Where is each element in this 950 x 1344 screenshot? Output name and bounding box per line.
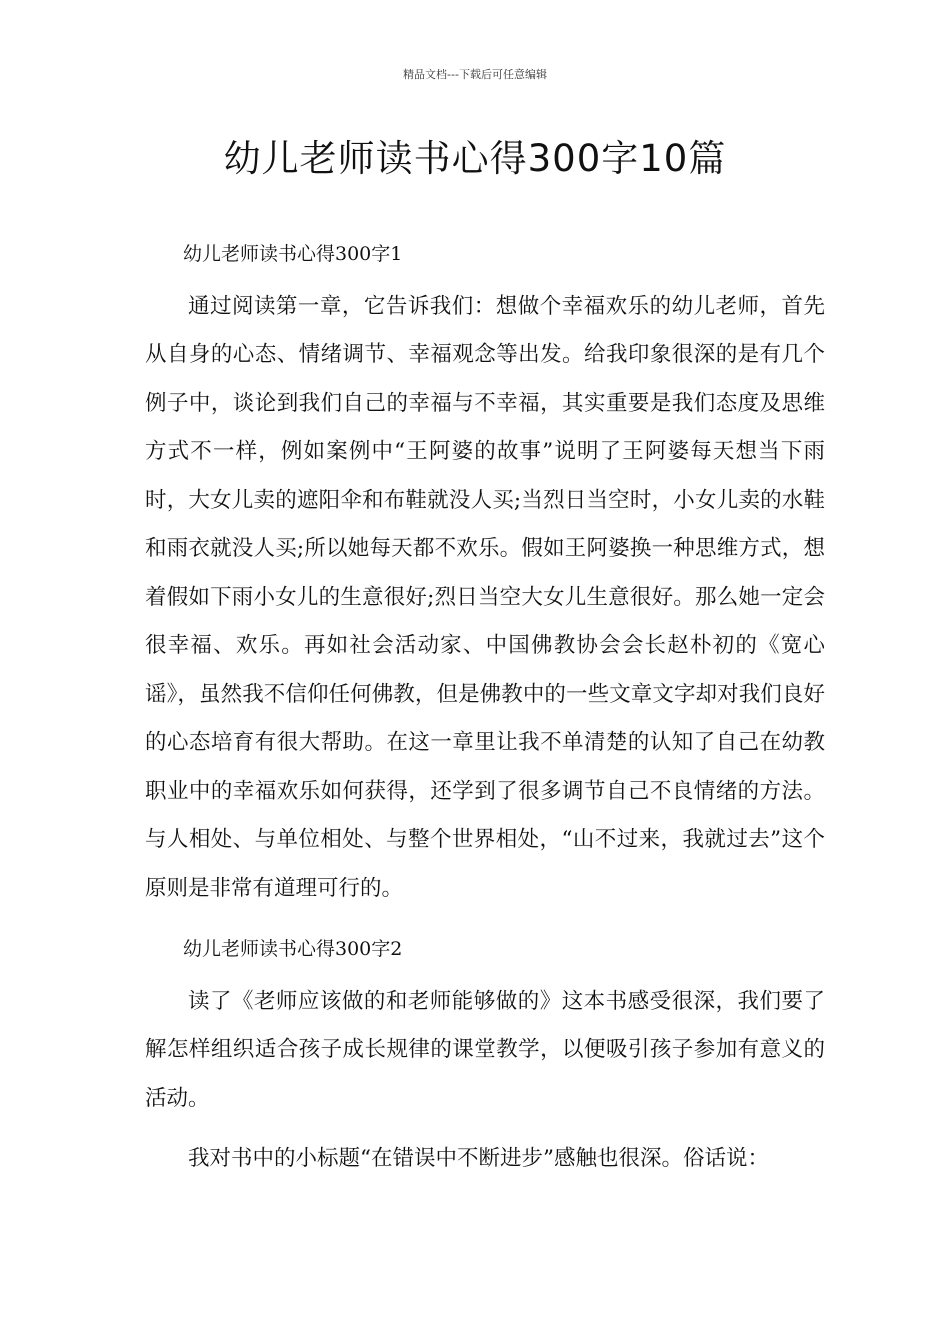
document-title: 幼儿老师读书心得300字10篇 (223, 137, 727, 180)
header-note: 精品文档---下载后可任意编辑 (403, 68, 547, 81)
section-heading-2: 幼儿老师读书心得300字2 (183, 938, 403, 960)
section-heading-1: 幼儿老师读书心得300字1 (183, 243, 403, 265)
section-2-paragraph-1: 读了《老师应该做的和老师能够做的》这本书感受很深，我们要了解怎样组织适合孩子成长规律的课堂教学，以便吸引孩子参加有意义的活动。 (145, 988, 825, 1111)
section-1-paragraph-1: 通过阅读第一章，它告诉我们：想做个幸福欢乐的幼儿老师，首先从自身的心态、情绪调节、幸福观念等出发。给我印象很深的是有几个例子中，谈论到我们自己的幸福与不幸福，其实重要是我们态度及思维方式不一样，例如案例中“王阿婆的故事”说明了王阿婆每天想当下雨时，大女儿卖的遮阳伞和布鞋就没人买;当烈日当空时，小女儿卖的水鞋和雨衣就没人买;所以她每天都不欢乐。假如王阿婆换一种思维方式，想着假如下雨小女儿的生意很好;烈日当空大女儿生意很好。那么她一定会很幸福、欢乐。再如社会活动家、中国佛教协会会长赵朴初的《宽心谣》，虽然我不信仰任何佛教，但是佛教中的一些文章文字却对我们良好的心态培育有很大帮助。在这一章里让我不单清楚的认知了自己在幼教职业中的幸福欢乐如何获得，还学到了很多调节自己不良情绪的方法。与人相处、与单位相处、与整个世界相处，“山不过来，我就过去”这个原则是非常有道理可行的。 (145, 293, 825, 901)
section-2-paragraph-2: 我对书中的小标题“在错误中不断进步”感触也很深。俗话说： (188, 1146, 769, 1171)
document-body (145, 230, 825, 1184)
